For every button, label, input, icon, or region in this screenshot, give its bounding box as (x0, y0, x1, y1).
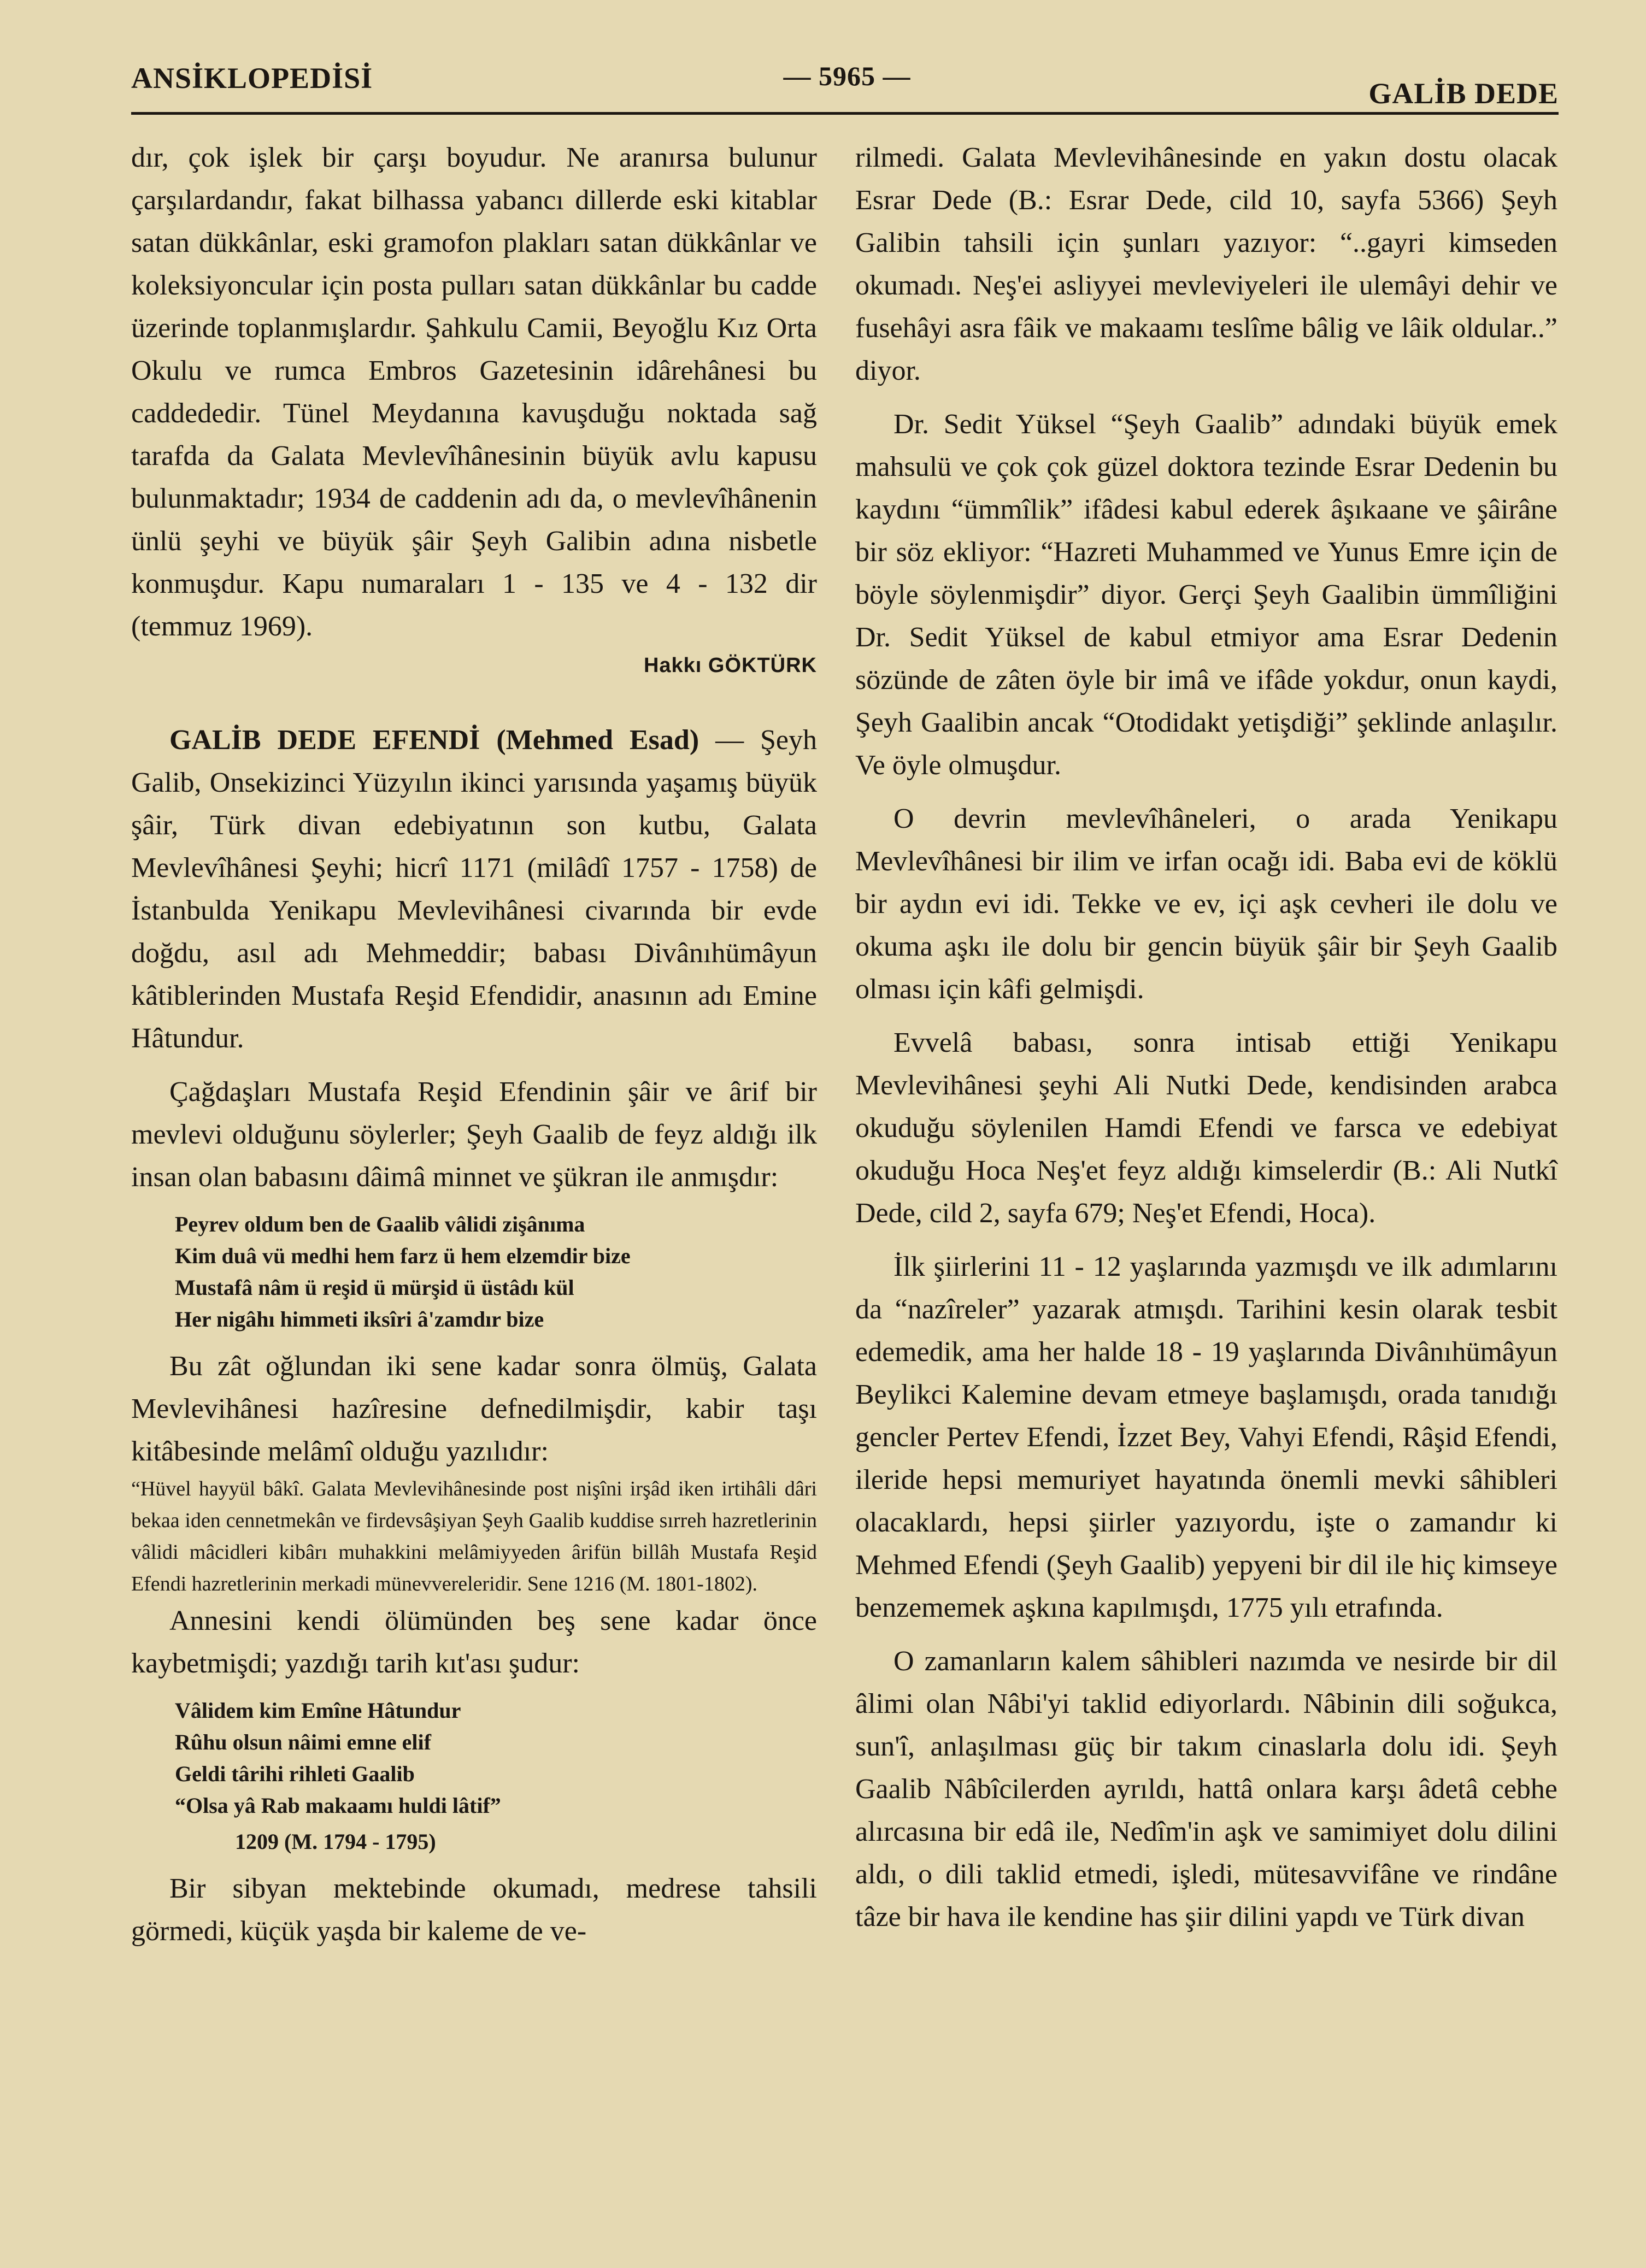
verse-line: Her nigâhı himmeti iksîri â'zamdır bize (175, 1307, 544, 1332)
paragraph: Evvelâ babası, sonra intisab ettiği Yenikapu Mevlevihânesi şeyhi Ali Nutki Dede, kendisinden arabca okuduğu söylenilen Hamdi Efendi ve farsca ve edebiyat okuduğu Hoca Neş'et feyz aldığı kimselerdir (B.: Ali Nutkî Dede, cild 2, sayfa 679; Neş'et Efendi, Hoca). (855, 1027, 1557, 1229)
paragraph: — Şeyh Galib, Onsekizinci Yüzyılın ikinci yarısında yaşamış büyük şâir, Türk divan edebiyatının son kutbu, Galata Mevlevîhânesi Şeyhi; hicrî 1171 (milâdî 1757 - 1758) de İstanbulda Yenikapu Mevlevihânesi civarında bir evde doğdu, asıl adı Mehmeddir; babası Divânıhümâyun kâtiblerinden Mustafa Reşid Efendidir, anasının adı Emine Hâtundur. (131, 724, 818, 1054)
paragraph: Annesini kendi ölümünden beş sene kadar önce kaybetmişdi; yazdığı tarih kıt'ası şudur: (131, 1605, 817, 1679)
verse-line: Mustafâ nâm ü reşid ü mürşid ü üstâdı kül (175, 1275, 574, 1300)
header-left: ANSİKLOPEDİSİ (131, 62, 373, 95)
author-signature: Hakkı GÖKTÜRK (643, 654, 817, 677)
verse-line: “Olsa yâ Rab makaamı huldi lâtif” (175, 1793, 501, 1818)
right-column (855, 137, 1557, 1939)
paragraph: rilmedi. Galata Mevlevihânesinde en yakın dostu olacak Esrar Dede (B.: Esrar Dede, cild 10, sayfa 5366) Şeyh Galibin tahsili için şunları yazıyor: “..gayri kimseden okumadı. Neş'ei asliyyei mevleviyeleri ile ulemâyi dehir ve fusehâyi asra fâik ve makaamı teslîme bâlig ve lâik oldular..” diyor. (855, 142, 1557, 386)
header-rule (131, 112, 1559, 115)
paragraph: Çağdaşları Mustafa Reşid Efendinin şâir ve ârif bir mevlevi olduğunu söylerler; Şeyh Gaalib de feyz aldığı ilk insan olan babasını dâimâ minnet ve şükran ile anmışdır: (131, 1076, 817, 1193)
verse-date: 1209 (M. 1794 - 1795) (235, 1829, 436, 1854)
verse-block (175, 1209, 817, 1335)
header-right: GALİB DEDE (1368, 77, 1559, 110)
verse-line: Rûhu olsun nâimi emne elif (175, 1730, 431, 1754)
paragraph: O zamanların kalem sâhibleri nazımda ve nesirde bir dil âlimi olan Nâbi'yi taklid ediyorlardı. Nâbinin dili soğukca, sun'î, anlaşılması güç bir takım cinaslarla dolu idi. Şeyh Gaalib Nâbîcilerden ayrıldı, hattâ onlara karşı âdetâ cebhe alırcasına bir edâ ile, Nedîm'in aşk ve samimiyet dolu dilini aldı, o dili taklid etmedi, işledi, mütesavvifâne ve rindâne tâze bir hava ile kendine has şiir dilini yapdı ve Türk divan (855, 1646, 1557, 1933)
verse-line: Peyrev oldum ben de Gaalib vâlidi zişânıma (175, 1212, 585, 1236)
paragraph: dır, çok işlek bir çarşı boyudur. Ne aranırsa bulunur çarşılardandır, fakat bilhassa yabancı dillerde eski kitablar satan dükkânlar, eski gramofon plakları satan dükkânlar ve koleksiyoncular için posta pulları satan dükkânlar bu cadde üzerinde toplanmışlardır. Şahkulu Camii, Beyoğlu Kız Orta Okulu ve rumca Embros Gazetesinin idârehânesi bu caddededir. Tünel Meydanına kavuşduğu noktada sağ tarafda da Galata Mevlevîhânesinin büyük avlu kapusu bulunmaktadır; 1934 de caddenin adı da, o mevlevîhânenin ünlü şeyhi ve büyük şâir Şeyh Galibin adına nisbetle konmuşdur. Kapu numaraları 1 - 135 ve 4 - 132 dir (temmuz 1969). (131, 142, 817, 642)
verse-line: Kim duâ vü medhi hem farz ü hem elzemdir bize (175, 1244, 631, 1268)
paragraph: Bir sibyan mektebinde okumadı, medrese tahsili görmedi, küçük yaşda bir kaleme de ve- (131, 1873, 817, 1947)
verse-line: Vâlidem kim Emîne Hâtundur (175, 1698, 461, 1723)
paragraph: İlk şiirlerini 11 - 12 yaşlarında yazmışdı ve ilk adımlarını da “nazîreler” yazarak atmışdı. Tarihini kesin olarak tesbit edemedik, ama her halde 18 - 19 yaşlarında Divânıhümâyun Beylikci Kalemine devam etmeye başlamışdı, orada tanıdığı gencler Pertev Efendi, İzzet Bey, Vahyi Efendi, Râşid Efendi, ileride hepsi memuriyet hayatında önemli mevki sâhibleri olacaklardı, hepsi şiirler yazıyordu, işte o zamandır ki Mehmed Efendi (Şeyh Gaalib) yepyeni bir dil ile hiç kimseye benzememek aşkına kapılmışdı, 1775 yılı etrafında. (855, 1251, 1557, 1623)
entry-title: GALİB DEDE EFENDİ (169, 724, 480, 756)
verse-line: Geldi târihi rihleti Gaalib (175, 1762, 415, 1786)
paragraph: O devrin mevlevîhâneleri, o arada Yenikapu Mevlevîhânesi bir ilim ve irfan ocağı idi. Baba evi de köklü bir aydın evi idi. Tekke ve ev, içi aşk cevheri ile dolu ve okuma aşkı ile dolu bir gencin büyük şâir bir Şeyh Gaalib olması için kâfi gelmişdi. (855, 803, 1557, 1005)
entry-heading-paragraph (131, 719, 817, 1060)
epitaph-quote: “Hüvel hayyül bâkî. Galata Mevlevihânesinde post nişîni irşâd iken irtihâli dâri bekaa iden cennetmekân ve firdevsâşiyan Şeyh Gaalib kuddise sırreh hazretlerinin vâlidi mâcidleri kibârı muhakkini melâmiyyeden ârifün billâh Mustafa Reşid Efendi hazretlerinin merkadi münevvereleridir. Sene 1216 (M. 1801-1802). (131, 1477, 817, 1595)
left-column (131, 137, 817, 1953)
verse-block (175, 1695, 817, 1858)
paragraph: Bu zât oğlundan iki sene kadar sonra ölmüş, Galata Mevlevihânesi hazîresine defnedilmişdir, kabir taşı kitâbesinde melâmî olduğu yazılıdır: (131, 1351, 817, 1467)
paragraph: Dr. Sedit Yüksel “Şeyh Gaalib” adındaki büyük emek mahsulü ve çok çok güzel doktora tezinde Esrar Dedenin bu kaydını “ümmîlik” ifâdesi kabul ederek âşıkaane ve şâirâne bir söz ekliyor: “Hazreti Muhammed ve Yunus Emre için de böyle söylenmişdir” diyor. Gerçi Şeyh Gaalibin ümmîliğini Dr. Sedit Yüksel de kabul etmiyor ama Esrar Dedenin sözünde de zâten öyle bir imâ ve ifâde yokdur, onun kaydi, Şeyh Gaalibin ancak “Otodidakt yetişdiği” şeklinde anlaşılır. Ve öyle olmuşdur. (855, 409, 1557, 781)
entry-name: (Mehmed Esad) (496, 724, 699, 756)
page-number: — 5965 — (783, 61, 911, 91)
